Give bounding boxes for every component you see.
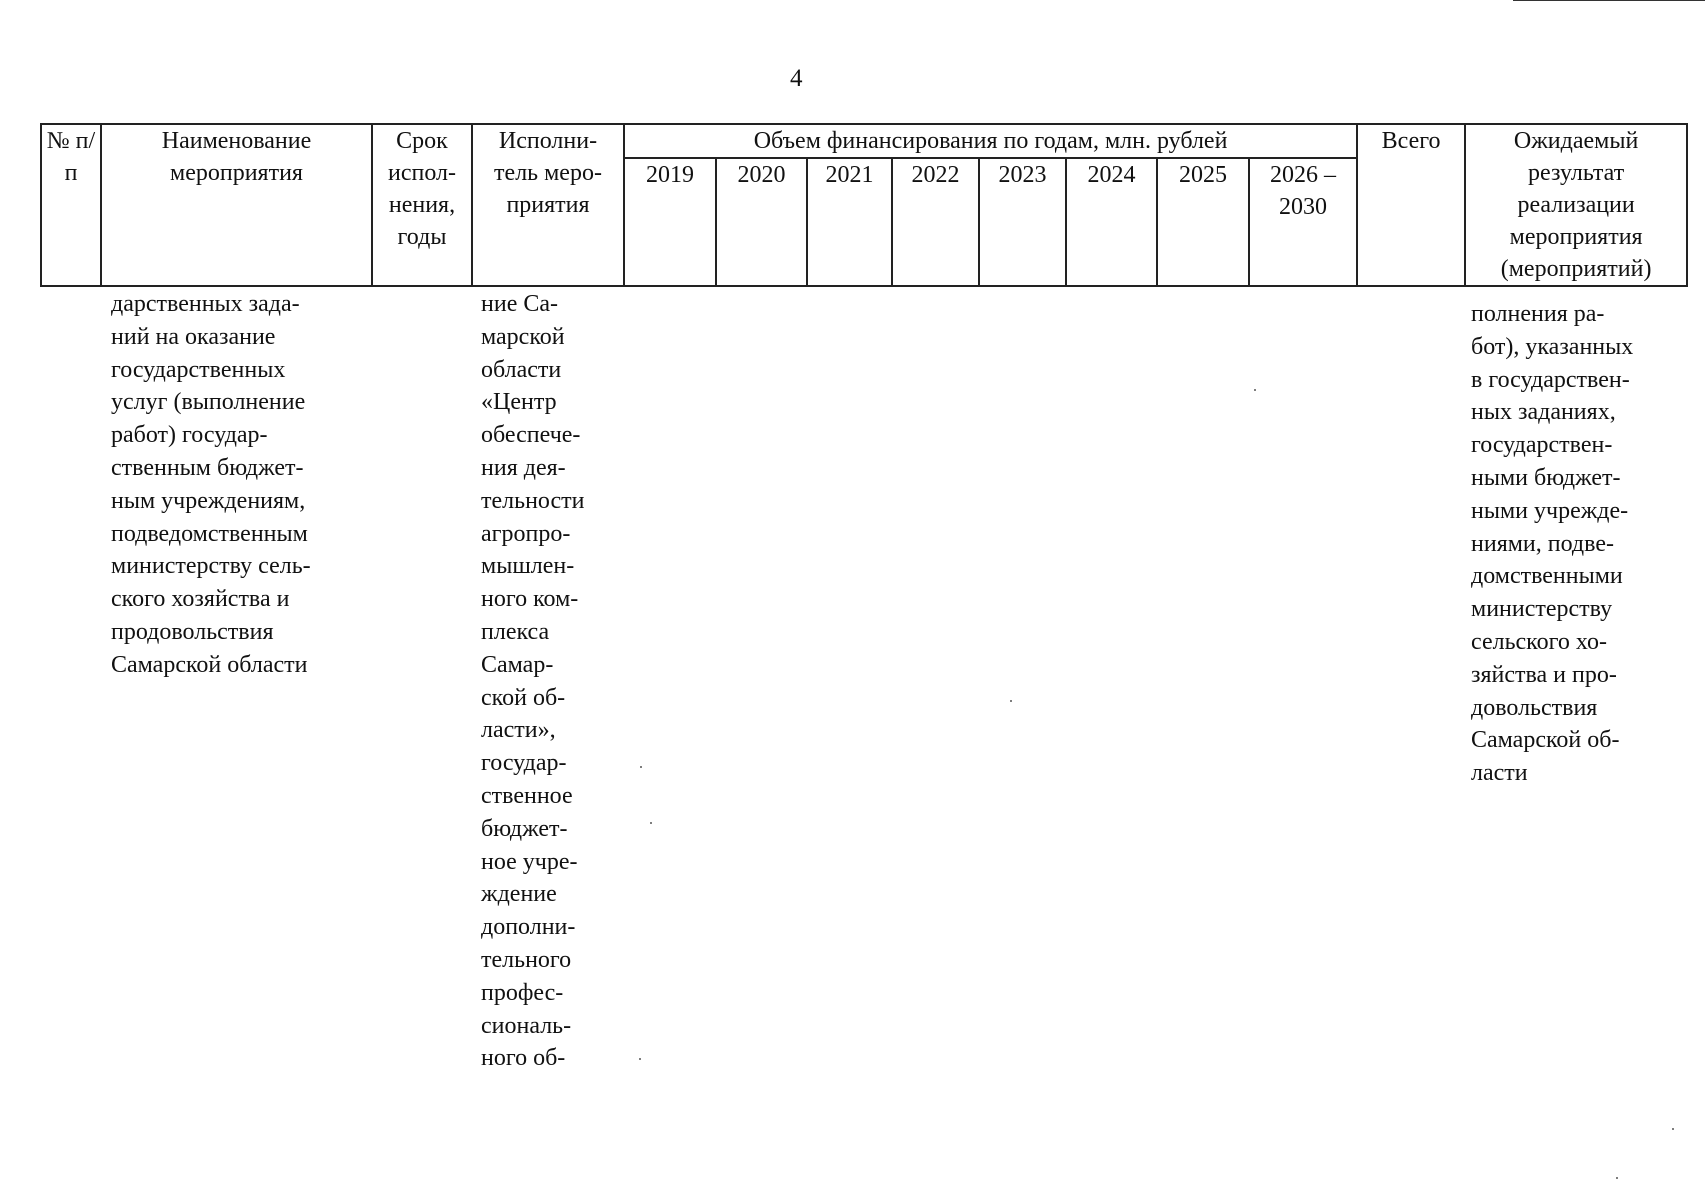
- text-line: дополни-: [481, 914, 576, 941]
- text-line: ное учре-: [481, 848, 578, 875]
- top-edge-rule: [1513, 0, 1705, 1]
- scan-speck: [650, 822, 652, 824]
- text-line: домственными: [1471, 563, 1623, 590]
- header-number: № п/п: [41, 124, 101, 286]
- text-line: плекса: [481, 618, 550, 645]
- text-line: сельского хо-: [1471, 628, 1607, 655]
- header-funding: Объем финансирования по годам, млн. рублей: [624, 124, 1357, 158]
- header-year: 2022: [892, 158, 979, 286]
- text-line: довольствия: [1471, 694, 1598, 721]
- scan-speck: [1672, 1128, 1674, 1130]
- text-line: области: [481, 356, 562, 383]
- text-line: ласти»,: [481, 717, 556, 744]
- header-year: 2026 – 2030: [1249, 158, 1357, 286]
- text-line: тельности: [481, 487, 585, 514]
- text-line: полнения ра-: [1471, 301, 1605, 327]
- text-line: министерству: [1471, 596, 1613, 623]
- text-line: тельного: [481, 946, 572, 973]
- text-line: ными учрежде-: [1471, 497, 1629, 524]
- text-line: ственным бюджет-: [111, 454, 304, 481]
- text-line: ласти: [1471, 760, 1528, 787]
- header-year: 2025: [1157, 158, 1249, 286]
- header-year: 2020: [716, 158, 807, 286]
- text-line: государственных: [111, 356, 286, 383]
- text-line: ний на оказание: [111, 323, 276, 350]
- text-line: ного ком-: [481, 586, 579, 613]
- text-line: государствен-: [1471, 432, 1613, 459]
- scan-speck: [1616, 1177, 1618, 1179]
- text-line: профес-: [481, 979, 564, 1006]
- header-name: Наименование мероприятия: [101, 124, 372, 286]
- text-line: бюджет-: [481, 815, 568, 842]
- text-line: ниями, подве-: [1471, 530, 1614, 557]
- table-header: [40, 123, 1688, 287]
- header-executor: Исполни-тель меро-приятия: [472, 124, 624, 286]
- text-line: ния дея-: [481, 454, 566, 481]
- scan-speck: [639, 1058, 641, 1060]
- text-line: ных заданиях,: [1471, 399, 1616, 426]
- text-line: в государствен-: [1471, 366, 1630, 393]
- text-line: ного об-: [481, 1045, 566, 1072]
- text-line: обеспече-: [481, 422, 581, 449]
- header-year: 2024: [1066, 158, 1157, 286]
- text-line: ского хозяйства и: [111, 586, 290, 613]
- text-line: ными бюджет-: [1471, 464, 1621, 491]
- text-line: Самарской области: [111, 651, 308, 678]
- header-year: 2023: [979, 158, 1066, 286]
- text-line: марской: [481, 323, 565, 350]
- header-term: Срок испол-нения, годы: [372, 124, 472, 286]
- text-line: ным учреждениям,: [111, 487, 306, 514]
- header-year: 2021: [807, 158, 892, 286]
- text-line: агропро-: [481, 520, 571, 547]
- text-line: бот), указанных: [1471, 333, 1634, 360]
- row-name-text: [111, 288, 361, 682]
- text-line: мышлен-: [481, 553, 575, 580]
- text-line: дарственных зада-: [111, 291, 300, 317]
- scan-speck: [1010, 700, 1012, 702]
- text-line: «Центр: [481, 389, 557, 416]
- scan-speck: [640, 766, 642, 768]
- row-result-text: [1471, 298, 1675, 790]
- page-number: 4: [790, 65, 803, 92]
- text-line: зяйства и про-: [1471, 661, 1617, 688]
- text-line: государ-: [481, 750, 567, 777]
- header-total: Всего: [1357, 124, 1465, 286]
- text-line: ние Са-: [481, 291, 558, 317]
- text-line: работ) государ-: [111, 422, 268, 449]
- text-line: министерству сель-: [111, 553, 311, 580]
- header-year: 2019: [624, 158, 716, 286]
- row-executor-text: [481, 288, 611, 1075]
- text-line: ственное: [481, 782, 573, 809]
- text-line: ской об-: [481, 684, 566, 711]
- text-line: Самар-: [481, 651, 554, 678]
- text-line: Самарской об-: [1471, 727, 1620, 754]
- header-result: Ожидаемый результат реализации мероприятия (мероприятий): [1465, 124, 1687, 286]
- text-line: услуг (выполнение: [111, 389, 306, 416]
- text-line: продовольствия: [111, 618, 274, 645]
- text-line: сиональ-: [481, 1012, 572, 1039]
- text-line: ждение: [481, 881, 557, 908]
- text-line: подведомственным: [111, 520, 308, 547]
- scan-speck: [1254, 389, 1256, 391]
